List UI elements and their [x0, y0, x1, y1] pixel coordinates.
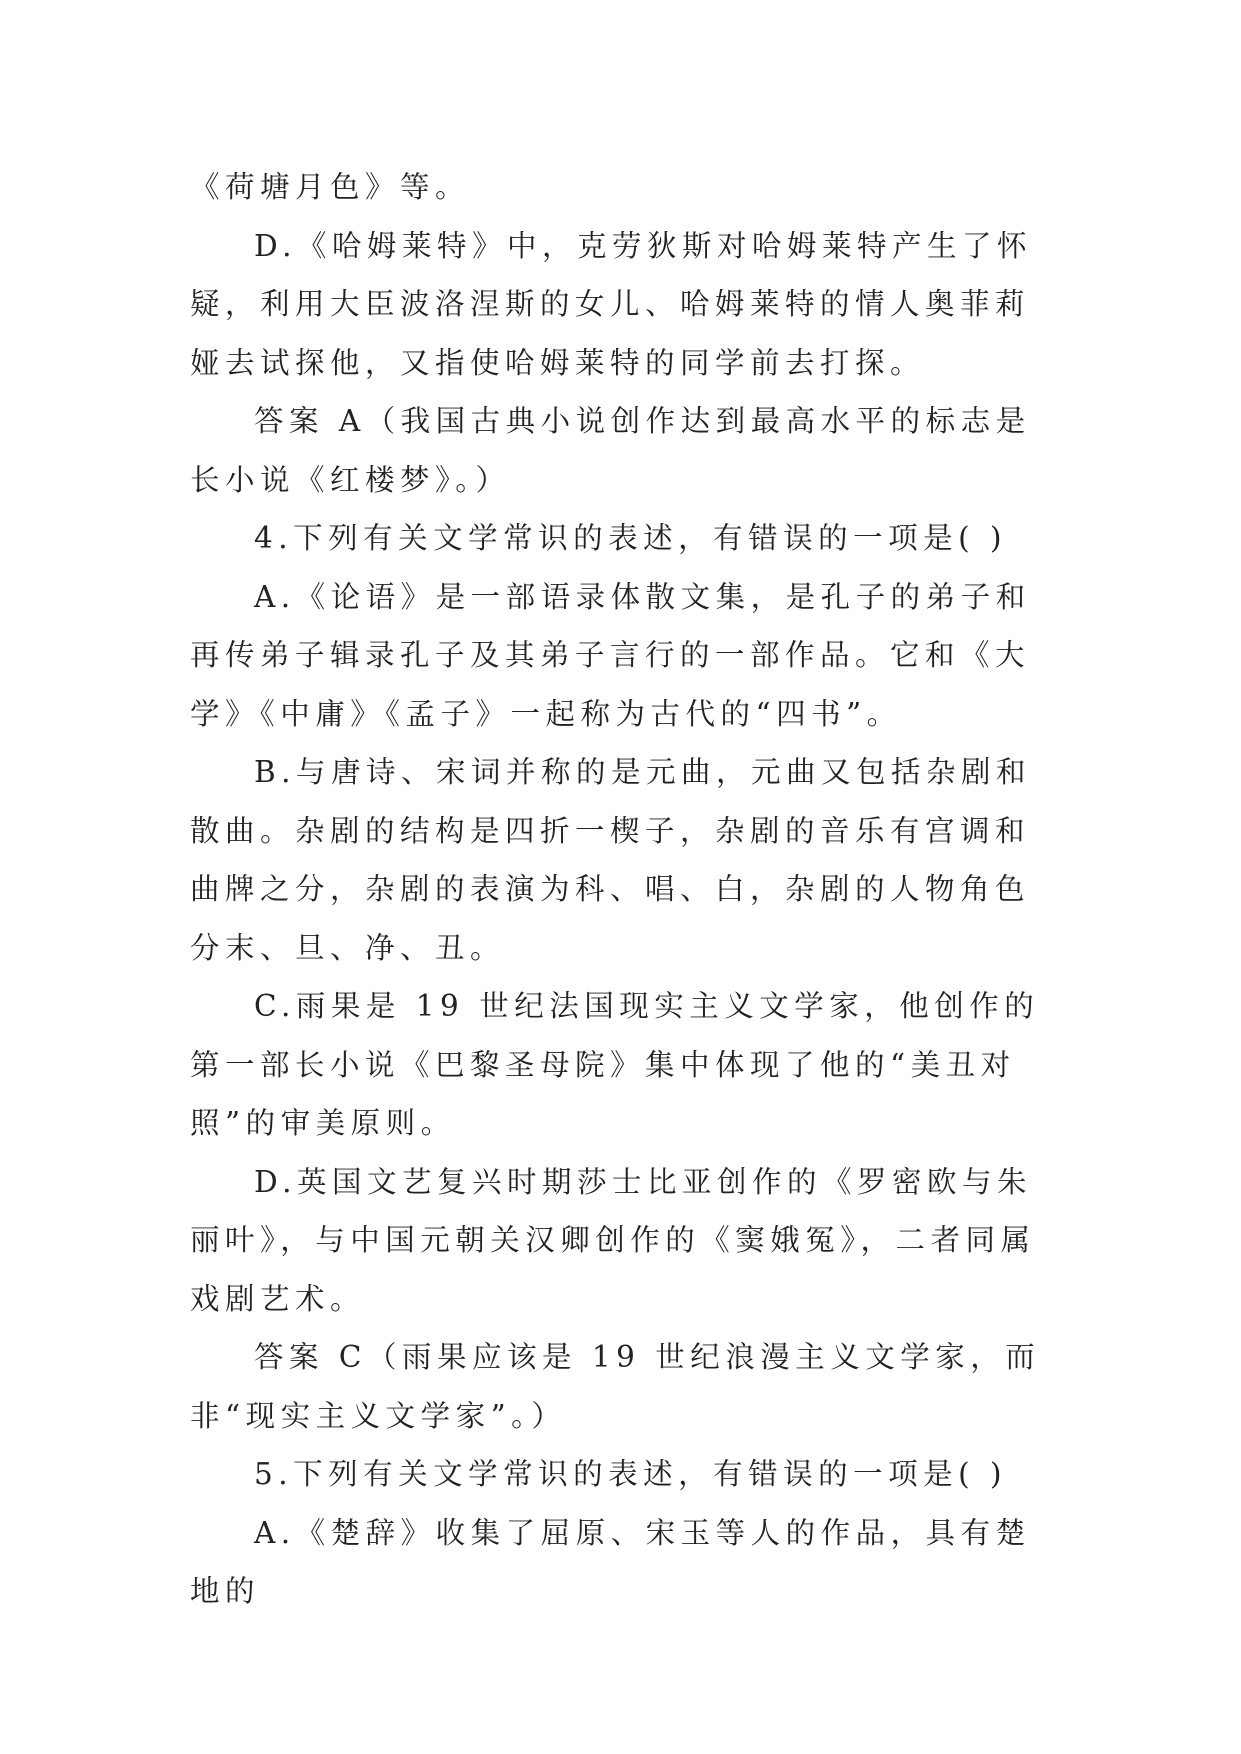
option-d-q3: D.《哈姆莱特》中，克劳狄斯对哈姆莱特产生了怀疑，利用大臣波洛涅斯的女儿、哈姆莱特的情人奥菲莉娅去试探他，又指使哈姆莱特的同学前去打探。	[190, 228, 1032, 380]
question-5: 5.下列有关文学常识的表述，有错误的一项是( )	[254, 1457, 1008, 1491]
answer-q4: 答案 C（雨果应该是 19 世纪浪漫主义文学家，而非“现实主义文学家”。）	[190, 1340, 1041, 1433]
question-4: 4.下列有关文学常识的表述，有错误的一项是( )	[254, 521, 1008, 555]
paragraph-continuation: 《荷塘月色》等。	[190, 170, 471, 204]
option-d-q4: D.英国文艺复兴时期莎士比亚创作的《罗密欧与朱丽叶》，与中国元朝关汉卿创作的《窦娥冤》，二者同属戏剧艺术。	[190, 1164, 1036, 1316]
answer-q3: 答案 A（我国古典小说创作达到最高水平的标志是长小说《红楼梦》。）	[190, 404, 1031, 497]
option-b-q4: B.与唐诗、宋词并称的是元曲，元曲又包括杂剧和散曲。杂剧的结构是四折一楔子，杂剧的音乐有宫调和曲牌之分，杂剧的表演为科、唱、白，杂剧的人物角色分末、旦、净、丑。	[190, 755, 1032, 965]
document-body	[190, 158, 1060, 1621]
option-a-q4: A.《论语》是一部语录体散文集，是孔子的弟子和再传弟子辑录孔子及其弟子言行的一部作品。它和《大学》《中庸》《孟子》一起称为古代的“四书”。	[190, 579, 1031, 731]
option-a-q5: A.《楚辞》收集了屈原、宋玉等人的作品，具有楚地的	[190, 1515, 1031, 1608]
option-c-q4: C.雨果是 19 世纪法国现实主义文学家，他创作的第一部长小说《巴黎圣母院》集中体现了他的“美丑对照”的审美原则。	[190, 989, 1040, 1140]
